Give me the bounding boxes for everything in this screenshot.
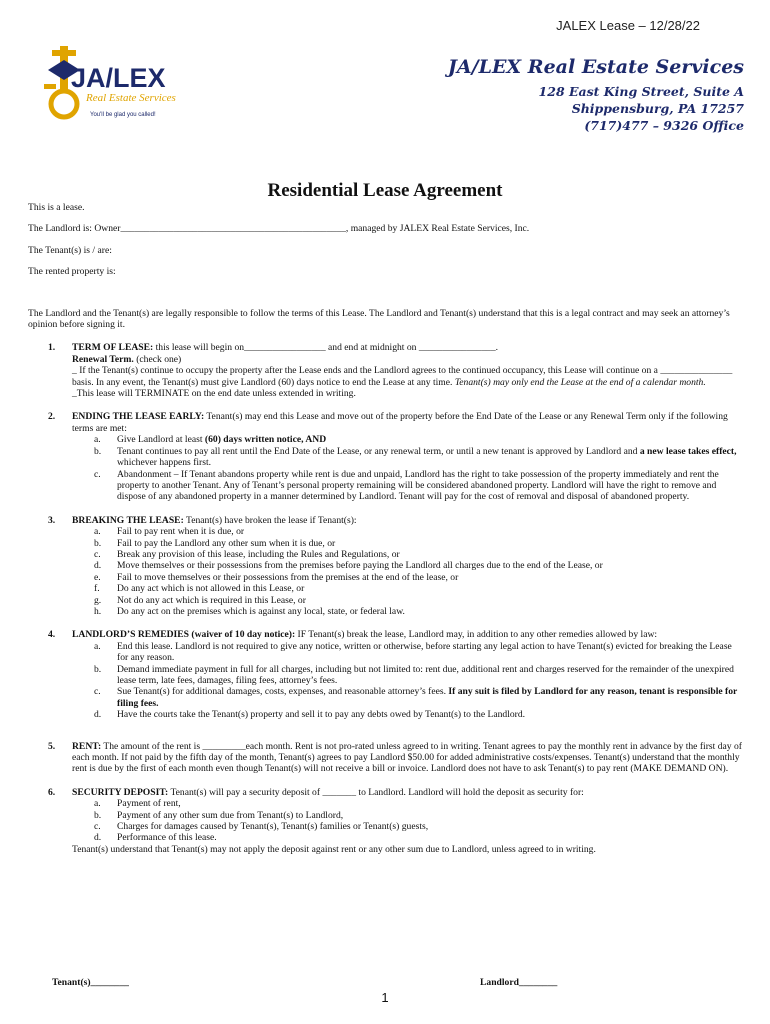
company-logo bbox=[34, 40, 184, 125]
section-text: IF Tenant(s) break the lease, Landlord may, in addition to any other remedies allowed by law: bbox=[295, 629, 658, 641]
section-heading: SECURITY DEPOSIT: bbox=[72, 786, 169, 798]
section-number: 5. bbox=[48, 740, 56, 752]
section-heading: RENT: bbox=[72, 740, 102, 752]
list-item: h. Do any act on the premises which is against any local, state, or federal law. bbox=[94, 605, 405, 617]
company-address-line2: Shippensburg, PA 17257 bbox=[571, 101, 744, 116]
section-number: 3. bbox=[48, 514, 56, 526]
section-ending-early bbox=[28, 411, 743, 502]
section-text: Tenant(s) will pay a security deposit of _______ to Landlord. Landlord will hold the deposit as security for: bbox=[168, 786, 584, 798]
list-item: c. Abandonment – If Tenant abandons property while rent is due and unpaid, Landlord has the right to take possession of the property immediately and rent the property to another Tenant. Any of Tenant’s personal property remaining will be considered abandoned property. Landlord will have the right to remove and dispose of any abandoned property in a manner determined by Landlord. Tenant will pay for the cost of removal and disposal of abandoned property. bbox=[94, 468, 719, 503]
svg-text:JA/LEX: JA/LEX bbox=[71, 63, 166, 93]
list-item: f. Do any act which is not allowed in this Lease, or bbox=[94, 583, 305, 595]
section-security-deposit bbox=[28, 787, 743, 855]
section-number: 2. bbox=[48, 411, 56, 423]
deposit-closing: Tenant(s) understand that Tenant(s) may not apply the deposit against rent or any other sum due to Landlord, unless agreed to in writing. bbox=[72, 843, 596, 855]
intro-lease: This is a lease. bbox=[28, 202, 85, 213]
list-item: a. Fail to pay rent when it is due, or bbox=[94, 526, 245, 538]
intro-property: The rented property is: bbox=[28, 266, 116, 278]
section-breaking-lease bbox=[28, 515, 743, 618]
running-header: JALEX Lease – 12/28/22 bbox=[556, 18, 700, 33]
section-heading: LANDLORD’S REMEDIES (waiver of 10 day notice): bbox=[72, 629, 296, 641]
list-item: d. Move themselves or their possessions from the premises before paying the Landlord all charges due to the end of the Lease, or bbox=[94, 560, 603, 572]
list-item: e. Fail to move themselves or their possessions from the premises at the end of the lease, or bbox=[94, 571, 459, 583]
tenant-signature-line: Tenant(s)________ bbox=[52, 977, 129, 988]
section-term-of-lease bbox=[28, 342, 743, 399]
section-number: 1. bbox=[48, 342, 56, 354]
company-name: JA/LEX Real Estate Services bbox=[447, 56, 744, 78]
document-title: Residential Lease Agreement bbox=[267, 180, 503, 201]
company-phone: (717)477 – 9326 Office bbox=[584, 118, 744, 133]
section-heading: BREAKING THE LEASE: bbox=[72, 514, 184, 526]
section-text: Tenant(s) have broken the lease if Tenant(s): bbox=[183, 514, 357, 526]
renewal-option-note: Tenant(s) may only end the Lease at the end of a calendar month. bbox=[454, 376, 706, 388]
list-item: d. Performance of this lease. bbox=[94, 832, 217, 844]
list-item: a. Payment of rent, bbox=[94, 798, 181, 810]
svg-text:You'll be glad you called!: You'll be glad you called! bbox=[90, 112, 156, 118]
list-item: d. Have the courts take the Tenant(s) property and sell it to pay any debts owed by Tenant(s) to the Landlord. bbox=[94, 709, 526, 721]
section-number: 4. bbox=[48, 629, 56, 641]
section-rent bbox=[28, 741, 743, 775]
section-heading: TERM OF LEASE: bbox=[72, 342, 154, 354]
section-landlord-remedies bbox=[28, 629, 743, 720]
list-item: b. Tenant continues to pay all rent until the End Date of the Lease, or any renewal term, or until a new tenant is approved by Landlord and a new lease takes effect, whichever happens first. bbox=[94, 445, 737, 469]
document-body bbox=[28, 202, 743, 855]
section-number: 6. bbox=[48, 786, 56, 798]
preamble: The Landlord and the Tenant(s) are legally responsible to follow the terms of this Lease. The Landlord and Tenant(s) understand that this is a legal contract and may seek an attorney’s opinion before signing it. bbox=[28, 307, 730, 331]
section-heading: ENDING THE LEASE EARLY: bbox=[72, 411, 205, 423]
landlord-signature-line: Landlord________ bbox=[480, 977, 558, 988]
signature-footer bbox=[52, 977, 572, 988]
renewal-heading: Renewal Term. bbox=[72, 353, 134, 365]
list-item: g. Not do any act which is required in this Lease, or bbox=[94, 594, 306, 606]
company-block bbox=[448, 56, 744, 133]
section-text: Tenant(s) may end this Lease and move out of the property before the End Date of the Lease or any Renewal Term only if the following terms are met: bbox=[72, 411, 728, 434]
company-address-line1: 128 East King Street, Suite A bbox=[538, 84, 744, 99]
list-item: c. Break any provision of this lease, including the Rules and Regulations, or bbox=[94, 548, 400, 560]
intro-landlord: The Landlord is: Owner_______________________________________________, managed by JALEX Real Estate Services, Inc. bbox=[28, 223, 530, 235]
renewal-option-continue: _ If the Tenant(s) continue to occupy the property after the Lease ends and the Landlord agrees to the continued occupancy, this Lease will continue on a _______________ basis. In any event, the Tenant(s) must give Landlord (60) days notice to end the Lease at any time. bbox=[72, 365, 733, 388]
list-item: c. Sue Tenant(s) for additional damages, costs, expenses, and reasonable attorney’s fees. If any suit is filed by Landlord for any reason, tenant is responsible for filing fees. bbox=[94, 686, 738, 709]
svg-text:Real Estate Services: Real Estate Services bbox=[86, 92, 176, 104]
page-number: 1 bbox=[381, 990, 389, 1005]
list-item: a. Give Landlord at least (60) days written notice, AND bbox=[94, 434, 327, 446]
list-item: c. Charges for damages caused by Tenant(s), Tenant(s) families or Tenant(s) guests, bbox=[94, 821, 429, 833]
renewal-text: (check one) bbox=[133, 353, 182, 365]
list-item: b. Demand immediate payment in full for all charges, including but not limited to: rent due, additional rent and charges reserved for the remainder of the unexpired lease term, late fees, damages, filing fees, attorney’s fees. bbox=[94, 663, 734, 686]
renewal-option-terminate: _This lease will TERMINATE on the end date unless extended in writing. bbox=[72, 388, 356, 400]
section-text: this lease will begin on_________________ and end at midnight on ________________. bbox=[153, 342, 499, 354]
section-text: The amount of the rent is _________each month. Rent is not pro-rated unless agreed to in writing. Tenant agrees to pay the monthly rent in advance by the first day of each month. If not paid by the fifth day of the month, Tenant(s) agrees to pay Landlord $50.00 for added administrative costs/expenses. Tenant(s) understand that the monthly rent is due by the first of each month even though Tenant(s) will not receive a bill or invoice. Landlord does not have to ask Tenant(s) to pay rent (MAKE DEMAND ON). bbox=[72, 740, 742, 775]
list-item: b. Fail to pay the Landlord any other sum when it is due, or bbox=[94, 537, 336, 549]
list-item: b. Payment of any other sum due from Tenant(s) to Landlord, bbox=[94, 809, 344, 821]
list-item: a. End this lease. Landlord is not required to give any notice, written or otherwise, before starting any legal action to have Tenant(s) evicted for breaking the Lease for any reason. bbox=[94, 640, 732, 664]
intro-tenant: The Tenant(s) is / are: bbox=[28, 244, 112, 256]
